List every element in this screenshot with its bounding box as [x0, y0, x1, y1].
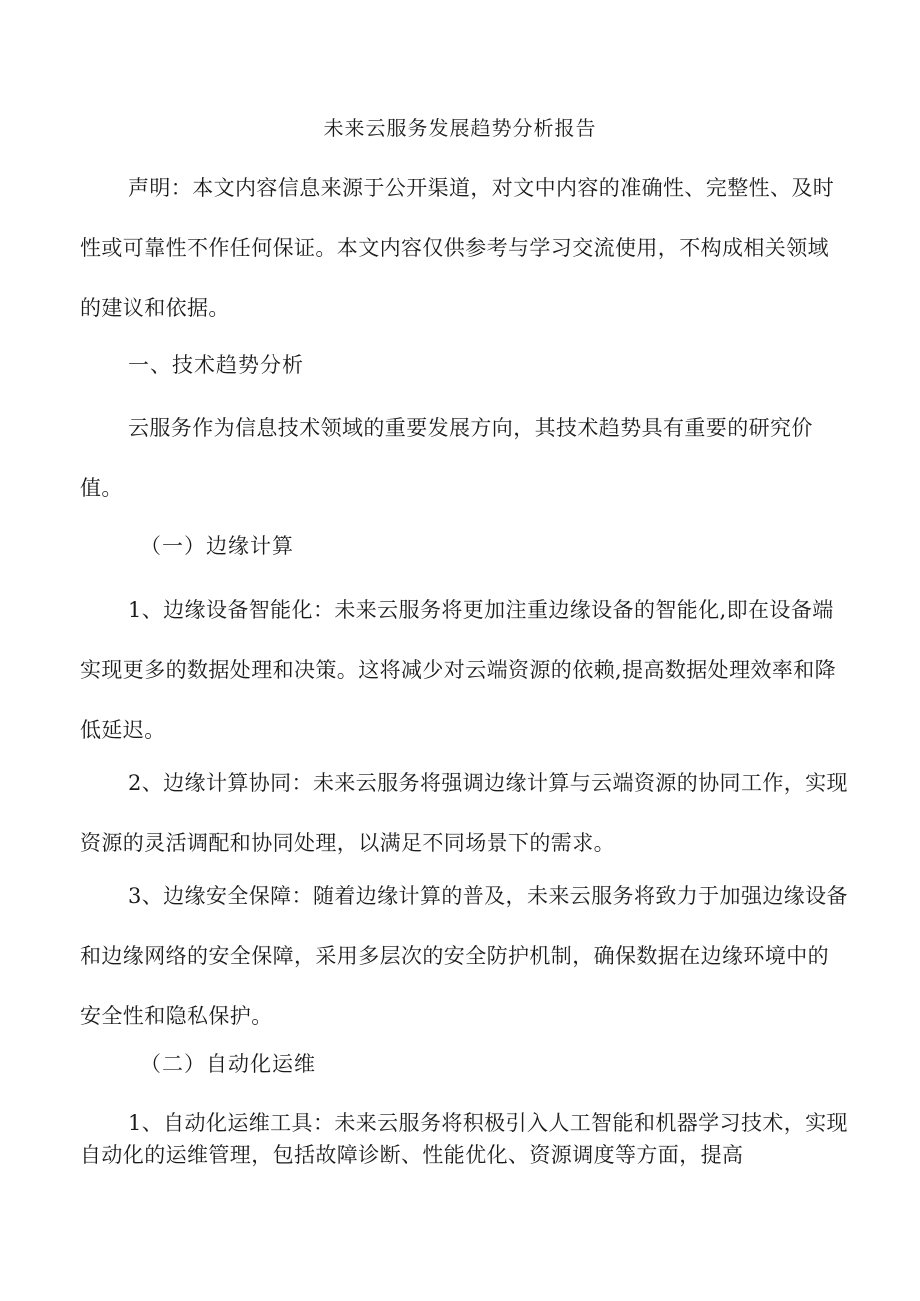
- document-title: 未来云服务发展趋势分析报告: [323, 116, 597, 140]
- disclaimer-paragraph: [80, 158, 850, 338]
- edge-item-3-text: 3、边缘安全保障：随着边缘计算的普及，未来云服务将致力于加强边缘设备和边缘网络的安全保障，采用多层次的安全防护机制，确保数据在边缘环境中的安全性和隐私保护。: [80, 884, 848, 1028]
- edge-item-1-text: 1、边缘设备智能化：未来云服务将更加注重边缘设备的智能化,即在设备端实现更多的数据处理和决策。这将减少对云端资源的依赖,提高数据处理效率和降低延迟。: [80, 598, 837, 742]
- edge-item-3-paragraph: [80, 866, 850, 1046]
- subsection-heading-edge-computing: （一）边缘计算: [140, 534, 294, 558]
- section-intro-paragraph: [80, 398, 850, 518]
- edge-item-2-text: 2、边缘计算协同：未来云服务将强调边缘计算与云端资源的协同工作，实现资源的灵活调配和协同处理，以满足不同场景下的需求。: [80, 771, 848, 855]
- edge-item-1-paragraph: [80, 580, 850, 760]
- ops-item-1-paragraph: [80, 1107, 850, 1171]
- section-intro-text: 云服务作为信息技术领域的重要发展方向，其技术趋势具有重要的研究价值。: [80, 416, 813, 500]
- subsection-heading-automated-ops: （二）自动化运维: [140, 1052, 316, 1076]
- section-heading-technology-trends: 一、技术趋势分析: [128, 353, 304, 377]
- disclaimer-text: 声明：本文内容信息来源于公开渠道，对文中内容的准确性、完整性、及时性或可靠性不作任何保证。本文内容仅供参考与学习交流使用，不构成相关领域的建议和依据。: [80, 176, 835, 320]
- edge-item-2-paragraph: [80, 753, 850, 873]
- ops-item-1-text: 1、自动化运维工具：未来云服务将积极引入人工智能和机器学习技术，实现自动化的运维管理，包括故障诊断、性能优化、资源调度等方面，提高: [80, 1111, 848, 1167]
